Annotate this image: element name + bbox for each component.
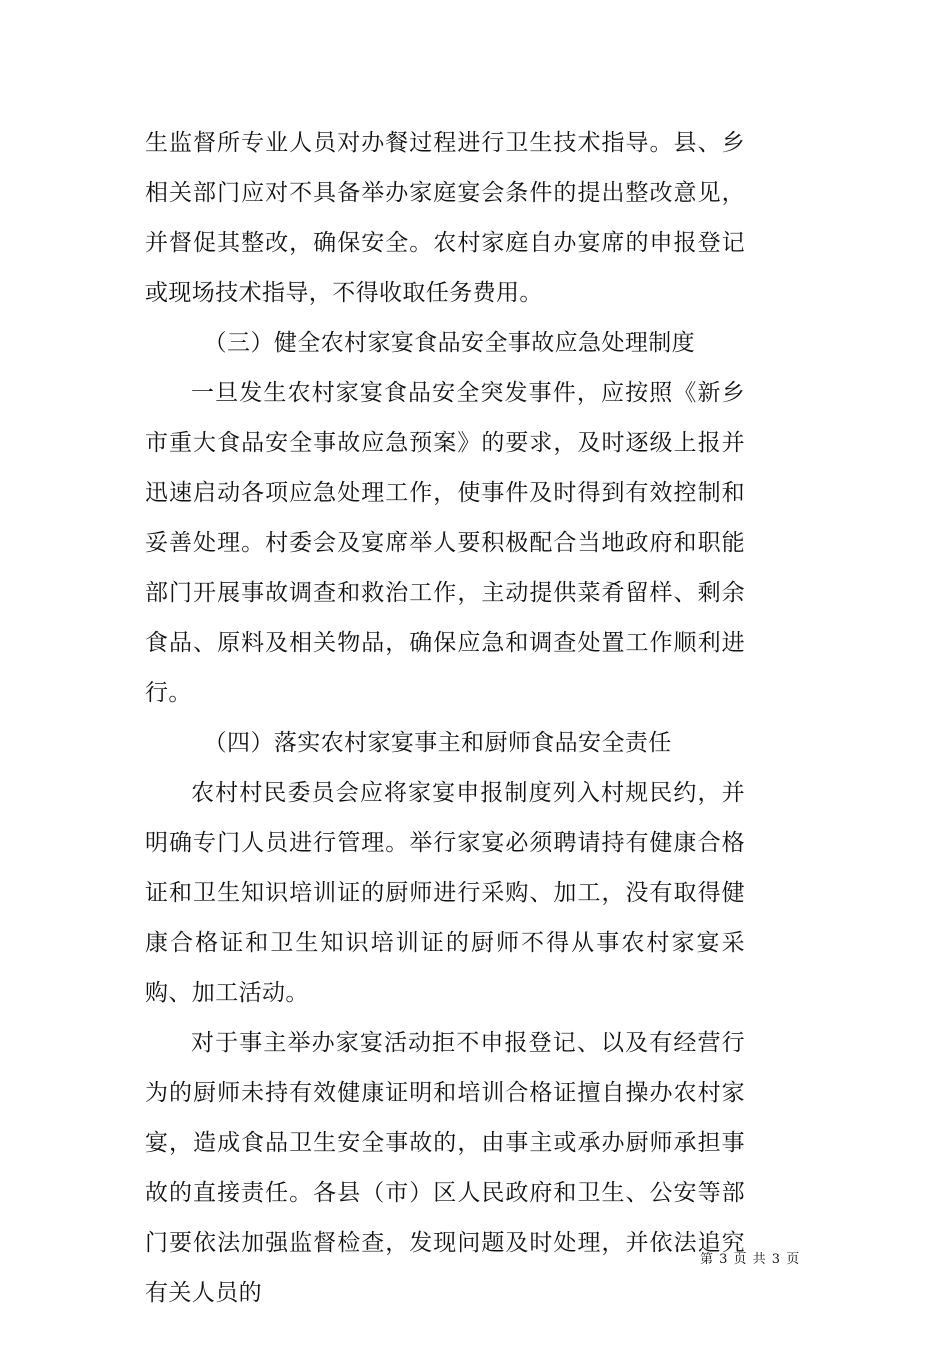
section-heading-3: （三）健全农村家宴食品安全事故应急处理制度 [203,330,696,356]
page-number: 第 3 页 共 3 页 [700,1252,801,1267]
document-body [145,118,745,1318]
paragraph-continuation: 生监督所专业人员对办餐过程进行卫生技术指导。县、乡相关部门应对不具备举办家庭宴会条件的提出整改意见，并督促其整改，确保安全。农村家庭自办宴席的申报登记或现场技术指导，不得收取任务费用。 [145,130,745,306]
paragraph-emergency: 一旦发生农村家宴食品安全突发事件，应按照《新乡市重大食品安全事故应急预案》的要求，及时逐级上报并迅速启动各项应急处理工作，使事件及时得到有效控制和妥善处理。村委会及宴席举人要积极配合当地政府和职能部门开展事故调查和救治工作，主动提供菜肴留样、剩余食品、原料及相关物品，确保应急和调查处置工作顺利进行。 [145,380,745,706]
paragraph-village-committee: 农村村民委员会应将家宴申报制度列入村规民约，并明确专门人员进行管理。举行家宴必须聘请持有健康合格证和卫生知识培训证的厨师进行采购、加工，没有取得健康合格证和卫生知识培训证的厨师不得从事农村家宴采购、加工活动。 [145,780,745,1006]
paragraph-liability: 对于事主举办家宴活动拒不申报登记、以及有经营行为的厨师未持有效健康证明和培训合格证擅自操办农村家宴，造成食品卫生安全事故的，由事主或承办厨师承担事故的直接责任。各县（市）区人民政府和卫生、公安等部门要依法加强监督检查，发现问题及时处理，并依法追究有关人员的 [145,1030,745,1306]
section-heading-4: （四）落实农村家宴事主和厨师食品安全责任 [203,730,672,756]
